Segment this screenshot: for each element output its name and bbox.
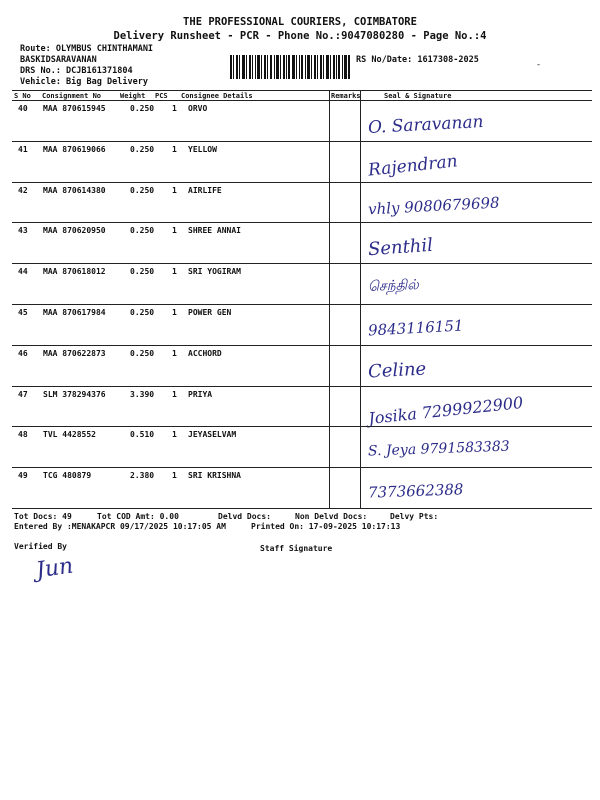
signature-handwriting: O. Saravanan — [367, 111, 485, 139]
signature-handwriting: S. Jeya 9791583383 — [367, 438, 510, 460]
signature-handwriting: செந்தில் — [367, 277, 419, 296]
table-row — [0, 346, 600, 387]
drs-number: DRS No.: DCJB161371804 — [20, 66, 133, 76]
runsheet-subtitle: Delivery Runsheet - PCR - Phone No.:9047080280 - Page No.:4 — [113, 30, 487, 42]
cell-consignee: JEYASELVAM — [188, 430, 237, 440]
cell-consignee: SRI KRISHNA — [188, 471, 241, 481]
table-row — [0, 264, 600, 305]
cell-weight: 0.250 — [130, 185, 155, 195]
table-row — [0, 305, 600, 346]
cell-sno: 42 — [18, 185, 28, 195]
table-row — [0, 387, 600, 428]
cell-pcs: 1 — [172, 471, 177, 481]
signature-handwriting: Rajendran — [367, 151, 459, 181]
verified-by-label: Verified By — [14, 542, 67, 551]
column-header-signature: Seal & Signature — [384, 92, 452, 100]
barcode-image — [230, 55, 350, 79]
cell-consignment: MAA 870617984 — [43, 308, 106, 317]
signature-handwriting: vhly 9080679698 — [367, 193, 500, 219]
cell-consignment: TVL 4428552 — [43, 430, 96, 440]
entered-by: Entered By :MENAKAPCR 09/17/2025 10:17:05 AM — [14, 522, 226, 531]
cell-weight: 0.250 — [130, 144, 155, 154]
column-header-pcs: PCS — [155, 92, 168, 100]
cell-pcs: 1 — [172, 185, 177, 195]
verified-signature: Jun — [34, 553, 75, 584]
cell-sno: 48 — [18, 430, 28, 440]
table-row — [0, 427, 600, 468]
column-header-sno: S No — [14, 92, 31, 100]
delivery-points: Delvy Pts: — [390, 512, 439, 521]
signature-handwriting: Josika 7299922900 — [367, 392, 525, 428]
cell-weight: 0.250 — [130, 348, 155, 358]
cell-consignment: MAA 870619066 — [43, 144, 106, 154]
table-row — [0, 223, 600, 264]
cell-pcs: 1 — [172, 144, 177, 154]
cell-sno: 44 — [18, 267, 28, 277]
staff-name: BASKIDSARAVANAN — [20, 55, 97, 65]
cell-pcs: 1 — [172, 267, 177, 277]
table-row — [0, 142, 600, 183]
cell-sno: 41 — [18, 144, 28, 154]
cell-consignment: MAA 870615945 — [43, 104, 106, 113]
total-docs: Tot Docs: 49 — [14, 512, 72, 521]
cell-consignment: MAA 870614380 — [43, 185, 106, 195]
cell-pcs: 1 — [172, 104, 177, 113]
cell-weight: 0.510 — [130, 430, 155, 440]
cell-pcs: 1 — [172, 348, 177, 358]
cell-pcs: 1 — [172, 389, 177, 399]
staff-signature-label: Staff Signature — [260, 544, 333, 553]
stray-mark: - — [536, 60, 542, 70]
cell-weight: 0.250 — [130, 267, 155, 277]
table-row — [0, 101, 600, 142]
printed-on: Printed On: 17-09-2025 10:17:13 — [251, 522, 401, 531]
vehicle-label: Vehicle: Big Bag Delivery — [20, 77, 148, 87]
cell-consignment: SLM 378294376 — [43, 389, 106, 399]
signature-handwriting: Celine — [367, 358, 427, 383]
cell-consignment: MAA 870622873 — [43, 348, 106, 358]
cell-consignee: SRI YOGIRAM — [188, 267, 241, 277]
column-header-consignee: Consignee Details — [181, 92, 253, 100]
cell-consignee: AIRLIFE — [188, 185, 222, 195]
cell-pcs: 1 — [172, 226, 177, 236]
column-header-weight: Weight — [120, 92, 146, 100]
delivered-docs: Delvd Docs: — [218, 512, 271, 521]
cell-weight: 2.380 — [130, 471, 155, 481]
table-top-rule — [12, 90, 592, 91]
cell-weight: 0.250 — [130, 226, 155, 236]
cell-weight: 0.250 — [130, 104, 155, 113]
table-row — [0, 183, 600, 224]
non-delivered-docs: Non Delvd Docs: — [295, 512, 368, 521]
cell-sno: 45 — [18, 308, 28, 317]
column-header-remarks: Remarks — [331, 92, 361, 100]
company-title: THE PROFESSIONAL COURIERS, COIMBATORE — [183, 16, 417, 28]
column-header-consignment: Consignment No — [42, 92, 102, 100]
cell-consignee: ORVO — [188, 104, 208, 113]
total-cod-amount: Tot COD Amt: 0.00 — [97, 512, 179, 521]
rs-no-date: RS No/Date: 1617308-2025 — [356, 55, 479, 65]
row-divider — [12, 508, 592, 509]
cell-consignment: MAA 870618012 — [43, 267, 106, 277]
cell-pcs: 1 — [172, 308, 177, 317]
cell-sno: 46 — [18, 348, 28, 358]
cell-consignee: POWER GEN — [188, 308, 232, 317]
signature-handwriting: Senthil — [367, 235, 434, 261]
signature-handwriting: 7373662388 — [367, 480, 464, 502]
cell-sno: 47 — [18, 389, 28, 399]
cell-consignee: PRIYA — [188, 389, 213, 399]
cell-sno: 43 — [18, 226, 28, 236]
cell-weight: 0.250 — [130, 308, 155, 317]
cell-consignment: MAA 870620950 — [43, 226, 106, 236]
table-row — [0, 468, 600, 509]
cell-consignee: ACCHORD — [188, 348, 222, 358]
cell-sno: 40 — [18, 104, 28, 113]
cell-sno: 49 — [18, 471, 28, 481]
route-label: Route: OLYMBUS CHINTHAMANI — [20, 44, 154, 54]
cell-weight: 3.390 — [130, 389, 155, 399]
signature-handwriting: 9843116151 — [367, 316, 464, 340]
cell-pcs: 1 — [172, 430, 177, 440]
cell-consignee: YELLOW — [188, 144, 217, 154]
cell-consignee: SHREE ANNAI — [188, 226, 241, 236]
cell-consignment: TCG 480879 — [43, 471, 92, 481]
